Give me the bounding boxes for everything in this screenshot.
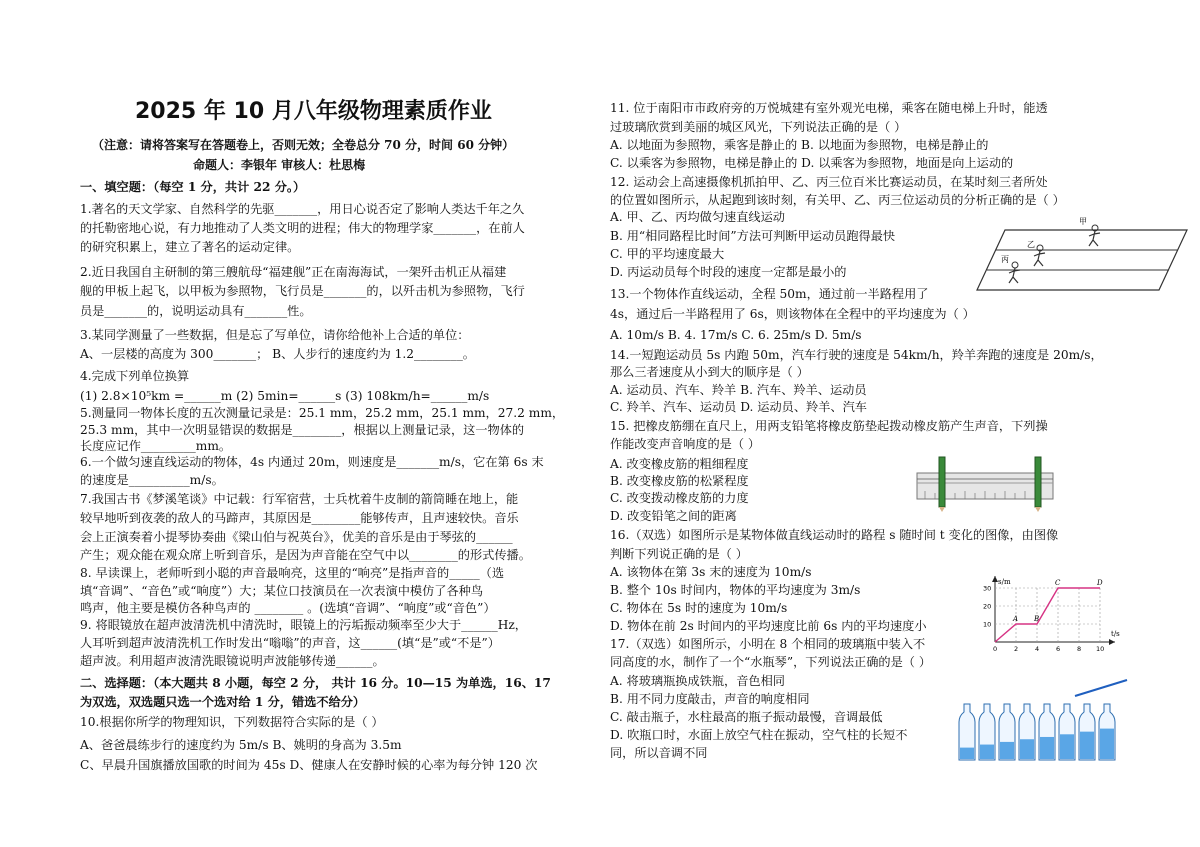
x-tick-label: 6 bbox=[1056, 645, 1061, 653]
label-yi: 乙 bbox=[1027, 240, 1035, 249]
pencil-right bbox=[1035, 457, 1041, 512]
question-line: 25.3 mm，其中一次明显错误的数据是________，根据以上测量记录，这一物体的 bbox=[80, 423, 525, 437]
question-line: D. 丙运动员每个时段的速度一定都是最小的 bbox=[610, 265, 847, 279]
question-line: 7.我国古书《梦溪笔谈》中记载：行军宿营，士兵枕着牛皮制的箭筒睡在地上，能 bbox=[80, 492, 519, 506]
question-line: 填“音调”、“音色”或“响度”）大；某位口技演员在一次表演中模仿了各种鸟 bbox=[80, 584, 484, 598]
x-tick-label: 4 bbox=[1035, 645, 1040, 653]
point-label-c: C bbox=[1055, 579, 1061, 587]
question-line: 17.（双选）如图所示，小明在 8 个相同的玻璃瓶中装入不 bbox=[610, 637, 926, 651]
y-tick-label: 10 bbox=[983, 620, 992, 629]
question-line: 的位置如图所示，从起跑到该时刻，有关甲、乙、丙三位运动员的分析正确的是（ ） bbox=[610, 193, 1065, 207]
exam-authors: 命题人：李银年 审核人：杜思梅 bbox=[193, 158, 366, 172]
page-title: 2025 年 10 月八年级物理素质作业 bbox=[135, 99, 492, 124]
runner-yi bbox=[1034, 245, 1045, 266]
question-line: 2.近日我国自主研制的第三艘航母“福建舰”正在南海海试，一架歼击机正从福建 bbox=[80, 265, 507, 279]
water-bottle bbox=[1059, 704, 1075, 760]
question-line: 的速度是__________m/s。 bbox=[80, 473, 224, 487]
question-line: 员是_______的，说明运动具有_______性。 bbox=[80, 304, 312, 318]
water-bottle bbox=[979, 704, 995, 760]
question-line: 的托勒密地心说，有力地推动了人类文明的进程；伟大的物理学家_______，在前人 bbox=[80, 221, 525, 235]
section-choice-heading: 二、选择题：（本大题共 8 小题，每空 2 分， 共计 16 分。10—15 为单选，16、17 bbox=[80, 676, 551, 690]
question-line: A. 将玻璃瓶换成铁瓶，音色相同 bbox=[610, 674, 785, 688]
question-line: 3.某同学测量了一些数据，但是忘了写单位，请你给他补上合适的单位： bbox=[80, 328, 470, 342]
question-line: 5.测量同一物体长度的五次测量记录是：25.1 mm，25.2 mm，25.1 mm，27.2 mm， bbox=[80, 406, 565, 420]
section-choice-heading-cont: 为双选，双选题只选一个选对给 1 分，错选不给分） bbox=[80, 695, 366, 709]
pencil-left bbox=[939, 457, 945, 512]
question-line: 作能改变声音响度的是（ ） bbox=[610, 437, 761, 451]
water-bottle bbox=[959, 704, 975, 760]
question-line: 的研究积累上，建立了著名的运动定律。 bbox=[80, 240, 300, 254]
question-line: A. 10m/s B. 4. 17m/s C. 6. 25m/s D. 5m/s bbox=[610, 328, 862, 342]
question-line: 过玻璃欣赏到美丽的城区风光，下列说法正确的是（ ） bbox=[610, 120, 907, 134]
question-line: A. 该物体在第 3s 末的速度为 10m/s bbox=[610, 565, 812, 579]
label-bing: 丙 bbox=[1001, 255, 1009, 264]
question-line: 判断下列说正确的是（ ） bbox=[610, 547, 748, 561]
question-line: 14.一短跑运动员 5s 内跑 50m，汽车行驶的速度是 54km/h，羚羊奔跑的速度是 20m/s， bbox=[610, 348, 1103, 362]
question-line: 舰的甲板上起飞，以甲板为参照物，飞行员是_______的，以歼击机为参照物，飞行 bbox=[80, 284, 525, 298]
question-line: C. 羚羊、汽车、运动员 D. 运动员、羚羊、汽车 bbox=[610, 400, 867, 414]
question-line: 10.根据你所学的物理知识，下列数据符合实际的是（ ） bbox=[80, 715, 384, 729]
water-bottle bbox=[1099, 704, 1115, 760]
question-line: 较早地听到夜袭的敌人的马蹄声，其原因是________能够传声，且声速较快。音乐 bbox=[80, 511, 519, 525]
question-line: 4s，通过后一半路程用了 6s，则该物体在全程中的平均速度为（ ） bbox=[610, 307, 975, 321]
question-line: A、爸爸晨练步行的速度约为 5m/s B、姚明的身高为 3.5m bbox=[80, 738, 402, 752]
water-bottle bbox=[1039, 704, 1055, 760]
question-line: 9. 将眼镜放在超声波清洗机中清洗时，眼镜上的污垢振动频率至少大于______Hz， bbox=[80, 618, 527, 632]
question-line: A. 甲、乙、丙均做匀速直线运动 bbox=[610, 210, 785, 224]
y-axis-label: s/m bbox=[998, 578, 1011, 586]
question-line: 人耳听到超声波清洗机工作时发出“嗡嗡”的声音，这______(填“是”或“不是”） bbox=[80, 636, 500, 650]
mallet-stick bbox=[1075, 680, 1127, 696]
question-line: 8. 早读课上，老师听到小聪的声音最响亮，这里的“响亮”是指声音的_____（选 bbox=[80, 566, 505, 580]
question-line: 4.完成下列单位换算 bbox=[80, 369, 190, 383]
x-tick-label: 0 bbox=[993, 645, 998, 653]
question-line: C. 敲击瓶子，水柱最高的瓶子振动最慢，音调最低 bbox=[610, 710, 883, 724]
question-line: 11. 位于南阳市市政府旁的万悦城建有室外观光电梯，乘客在随电梯上升时，能透 bbox=[610, 101, 1048, 115]
question-line: 15. 把橡皮筋绷在直尺上，用两支铅笔将橡皮筋垫起拨动橡皮筋产生声音，下列操 bbox=[610, 419, 1048, 433]
question-line: 13.一个物体作直线运动，全程 50m，通过前一半路程用了 bbox=[610, 287, 929, 301]
question-line: B. 整个 10s 时间内，物体的平均速度为 3m/s bbox=[610, 583, 861, 597]
question-line: 同高度的水，制作了一个“水瓶琴”，下列说法正确的是（ ） bbox=[610, 655, 932, 669]
question-line: 超声波。利用超声波清洗眼镜说明声波能够传递______。 bbox=[80, 654, 385, 668]
question-line: D. 物体在前 2s 时间内的平均速度比前 6s 内的平均速度小 bbox=[610, 619, 927, 633]
point-label-b: B bbox=[1034, 615, 1040, 623]
question-line: 同，所以音调不同 bbox=[610, 746, 708, 760]
label-jia: 甲 bbox=[1079, 217, 1087, 226]
s-t-graph bbox=[975, 570, 1135, 656]
question-line: B. 改变橡皮筋的松紧程度 bbox=[610, 474, 749, 488]
exam-note: （注意：请将答案写在答题卷上，否则无效；全卷总分 70 分，时间 60 分钟） bbox=[92, 138, 515, 152]
question-line: 那么三者速度从小到大的顺序是（ ） bbox=[610, 365, 809, 379]
question-line: (1) 2.8×10⁵km =______m (2) 5min=______s (3) 108km/h=______m/s bbox=[80, 389, 490, 403]
question-line: 12. 运动会上高速摄像机抓拍甲、乙、丙三位百米比赛运动员，在某时刻三者所处 bbox=[610, 175, 1048, 189]
question-line: C. 以乘客为参照物，电梯是静止的 D. 以乘客为参照物，地面是向上运动的 bbox=[610, 156, 1014, 170]
water-bottle-figure bbox=[955, 676, 1140, 762]
question-line: B. 用“相同路程比时间”方法可判断甲运动员跑得最快 bbox=[610, 229, 896, 243]
question-line: A. 改变橡皮筋的粗细程度 bbox=[610, 457, 749, 471]
question-line: A. 运动员、汽车、羚羊 B. 汽车、羚羊、运动员 bbox=[610, 383, 867, 397]
question-line: C. 物体在 5s 时的速度为 10m/s bbox=[610, 601, 788, 615]
question-line: C. 甲的平均速度最大 bbox=[610, 247, 725, 261]
x-tick-label: 10 bbox=[1096, 645, 1105, 653]
runner-bing bbox=[1009, 262, 1020, 283]
question-line: D. 改变铅笔之间的距离 bbox=[610, 509, 737, 523]
runner-jia bbox=[1089, 225, 1100, 246]
y-tick-label: 20 bbox=[983, 602, 992, 611]
question-line: D. 吹瓶口时，水面上放空气柱在振动，空气柱的长短不 bbox=[610, 728, 908, 742]
question-line: 1.著名的天文学家、自然科学的先驱_______，用日心说否定了影响人类达千年之久 bbox=[80, 202, 525, 216]
running-track-figure bbox=[975, 212, 1190, 294]
water-bottle bbox=[1079, 704, 1095, 760]
question-line: C. 改变拨动橡皮筋的力度 bbox=[610, 491, 749, 505]
y-tick-label: 30 bbox=[983, 584, 992, 593]
section-fill-heading: 一、填空题：（每空 1 分，共计 22 分。） bbox=[80, 180, 306, 194]
water-bottle bbox=[999, 704, 1015, 760]
question-line: 会上正演奏着小提琴协奏曲《梁山伯与祝英台》，优美的音乐是由于琴弦的______ bbox=[80, 530, 513, 544]
x-tick-label: 2 bbox=[1014, 645, 1019, 653]
water-bottle bbox=[1019, 704, 1035, 760]
ruler-pencil-figure bbox=[915, 455, 1055, 513]
question-line: 16.（双选）如图所示是某物体做直线运动时的路程 s 随时间 t 变化的图像，由图像 bbox=[610, 528, 1059, 542]
question-line: A. 以地面为参照物，乘客是静止的 B. 以地面为参照物，电梯是静止的 bbox=[610, 138, 989, 152]
x-tick-label: 8 bbox=[1077, 645, 1082, 653]
point-label-a: A bbox=[1013, 615, 1019, 623]
question-line: 产生；观众能在观众席上听到音乐，是因为声音能在空气中以________的形式传播。 bbox=[80, 548, 531, 562]
question-line: B. 用不同力度敲击，声音的响度相同 bbox=[610, 692, 810, 706]
question-line: C、早晨升国旗播放国歌的时间为 45s D、健康人在安静时候的心率为每分钟 120 次 bbox=[80, 758, 538, 772]
question-line: A、一层楼的高度为 300_______； B、人步行的速度约为 1.2________。 bbox=[80, 347, 475, 361]
question-line: 6.一个做匀速直线运动的物体，4s 内通过 20m，则速度是_______m/s，它在第 6s 末 bbox=[80, 455, 544, 469]
point-label-d: D bbox=[1097, 579, 1103, 587]
question-line: 鸣声，他主要是模仿各种鸟声的 ________ 。(选填“音调”、“响度”或“音色”） bbox=[80, 601, 496, 615]
x-axis-label: t/s bbox=[1111, 630, 1120, 638]
question-line: 长度应记作_________mm。 bbox=[80, 439, 232, 453]
s-t-line bbox=[995, 588, 1100, 642]
